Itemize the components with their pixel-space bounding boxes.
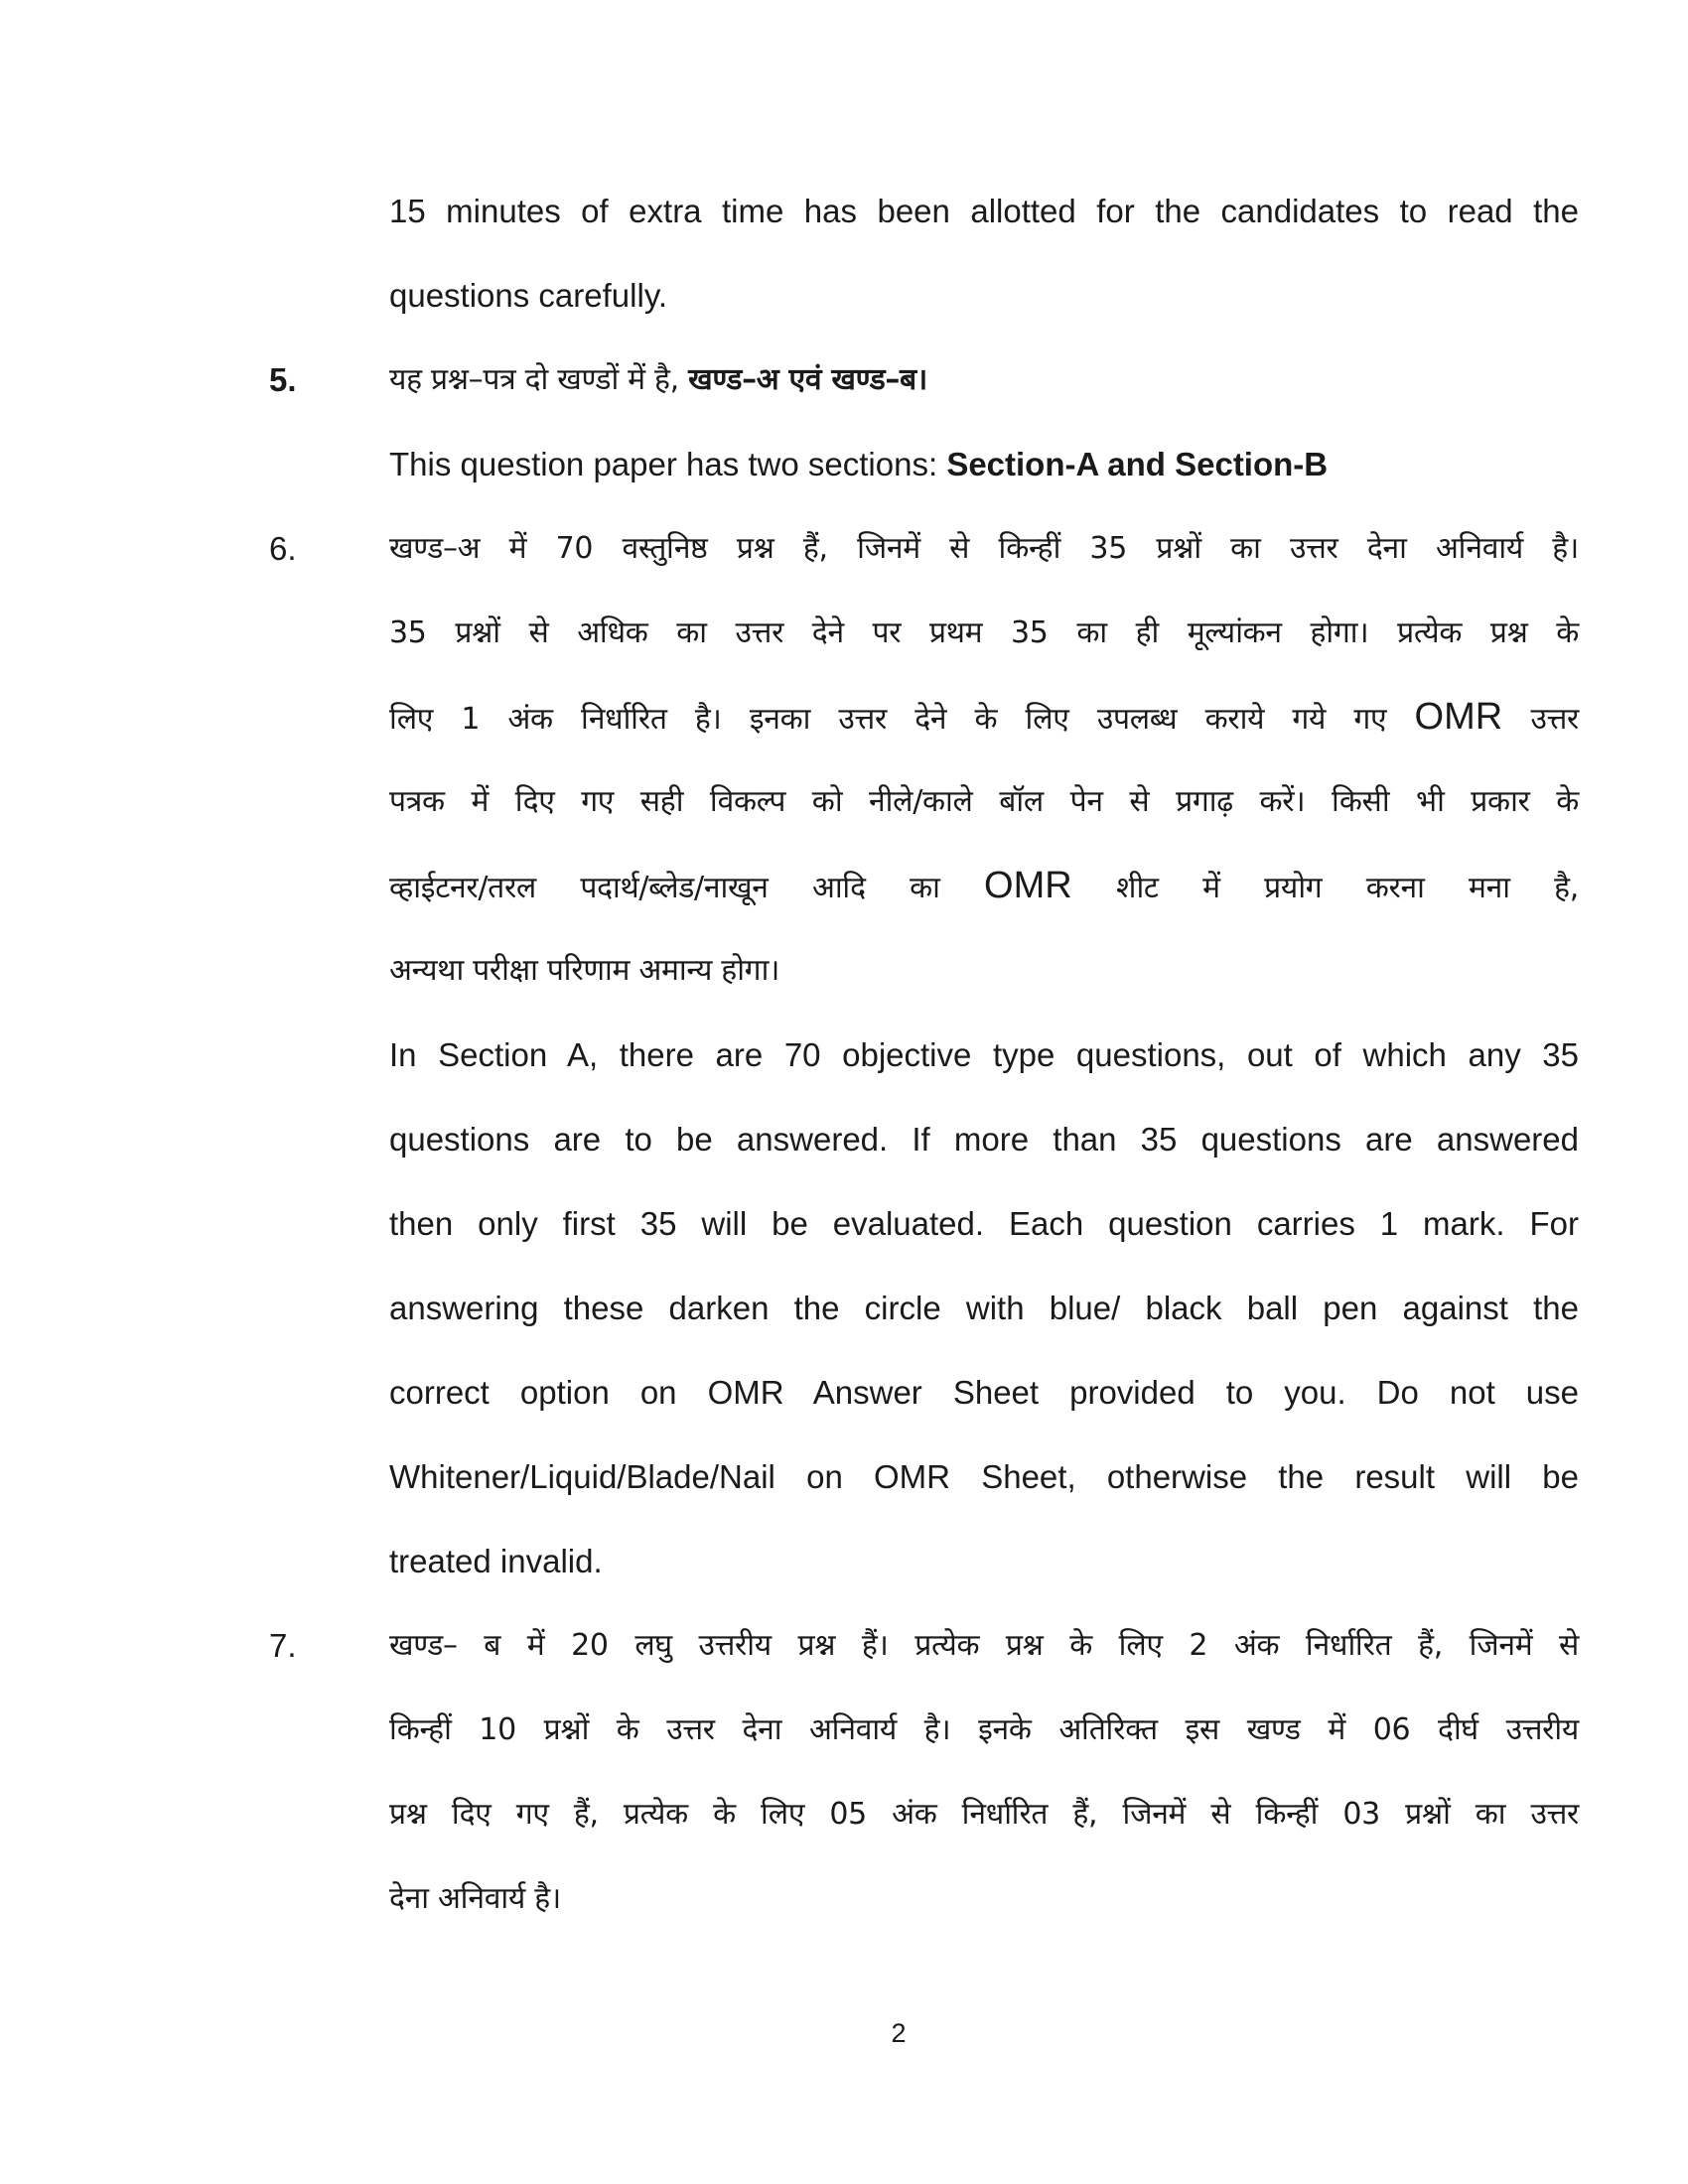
item6-number: 6. [269, 530, 297, 567]
item5-hindi-line [269, 338, 1579, 422]
item6-english-line-4-text: answering these darken the circle with blue/ black ball pen against the [389, 1290, 1579, 1326]
omr-text: OMR [984, 865, 1072, 906]
intro-line-2 [389, 253, 1579, 338]
item6-hindi-line-5-post: शीट में प्रयोग करना मना है, [1071, 871, 1579, 905]
intro-line-1-text: 15 minutes of extra time has been allotted for the candidates to read the [389, 193, 1579, 229]
item6-hindi-line-3-post: उत्तर [1502, 702, 1579, 737]
item5-number: 5. [269, 361, 297, 398]
item6-hindi-line-5 [389, 844, 1579, 928]
item7-number: 7. [269, 1627, 297, 1664]
item5-hindi-normal: यह प्रश्न–पत्र दो खण्डों में है, [389, 362, 689, 397]
item5-english-line [389, 422, 1579, 506]
item6-hindi-line-4 [389, 759, 1579, 844]
item7-hindi-line-4-text: देना अनिवार्य है। [389, 1881, 561, 1916]
item7-hindi-line-3 [389, 1772, 1579, 1856]
item7-hindi-line-4 [389, 1856, 1579, 1941]
item6-english-line-2-text: questions are to be answered. If more than 35 questions are answered [389, 1121, 1579, 1158]
item6-english-line-6-text: Whitener/Liquid/Blade/Nail on OMR Sheet, otherwise the result will be [389, 1458, 1579, 1495]
item6-english-line-2 [389, 1097, 1579, 1181]
instructions-text-block [269, 169, 1579, 1941]
item6-hindi-line-5-pre: व्हाईटनर/तरल पदार्थ/ब्लेड/नाखून आदि का [389, 871, 985, 905]
page-number: 2 [891, 2018, 907, 2048]
item6-hindi-line-2-text: 35 प्रश्नों से अधिक का उत्तर देने पर प्रथम 35 का ही मूल्यांकन होगा। प्रत्येक प्रश्न के [389, 615, 1579, 650]
item5-hindi-bold: खण्ड–अ एवं खण्ड–ब। [688, 362, 927, 397]
item7-hindi-line-1-text: खण्ड– ब में 20 लघु उत्तरीय प्रश्न हैं। प्रत्येक प्रश्न के लिए 2 अंक निर्धारित हैं, जिनमें से [389, 1628, 1579, 1663]
instruction-item-6-english [389, 1013, 1579, 1603]
instruction-item-6-hindi [269, 506, 1579, 1013]
item6-english-line-7-text: treated invalid. [389, 1543, 603, 1579]
item6-english-line-5 [389, 1350, 1579, 1434]
instruction-item-7 [269, 1603, 1579, 1941]
item6-hindi-line-3 [389, 675, 1579, 759]
omr-text: OMR [1414, 696, 1503, 738]
item6-hindi-line-1-text: खण्ड–अ में 70 वस्तुनिष्ठ प्रश्न हैं, जिनमें से किन्हीं 35 प्रश्नों का उत्तर देना अनिवार्य है। [389, 531, 1579, 566]
item6-hindi-line-2 [389, 591, 1579, 675]
intro-line-2-text: questions carefully. [389, 277, 668, 314]
item7-hindi-line-3-text: प्रश्न दिए गए हैं, प्रत्येक के लिए 05 अंक निर्धारित हैं, जिनमें से किन्हीं 03 प्रश्नों का उत्तर [389, 1797, 1579, 1832]
item6-english-line-7 [389, 1519, 1579, 1603]
item6-english-line-1-text: In Section A, there are 70 objective type questions, out of which any 35 [389, 1036, 1579, 1073]
item6-english-line-1 [389, 1013, 1579, 1097]
item7-hindi-line-1 [269, 1603, 1579, 1688]
item6-hindi-line-6-text: अन्यथा परीक्षा परिणाम अमान्य होगा। [389, 953, 780, 988]
item6-english-line-4 [389, 1266, 1579, 1350]
item6-hindi-line-6 [389, 928, 1579, 1013]
item6-english-line-3 [389, 1181, 1579, 1266]
intro-line-1 [389, 169, 1579, 253]
item7-hindi-line-2 [389, 1688, 1579, 1772]
item6-hindi-line-4-text: पत्रक में दिए गए सही विकल्प को नीले/काले बॉल पेन से प्रगाढ़ करें। किसी भी प्रकार के [389, 784, 1579, 819]
item6-english-line-3-text: then only first 35 will be evaluated. Each question carries 1 mark. For [389, 1205, 1579, 1242]
intro-paragraph [389, 169, 1579, 338]
item7-hindi-line-2-text: किन्हीं 10 प्रश्नों के उत्तर देना अनिवार्य है। इनके अतिरिक्त इस खण्ड में 06 दीर्घ उत्तरीय [389, 1712, 1579, 1747]
instruction-item-5 [269, 338, 1579, 506]
item6-english-line-5-text: correct option on OMR Answer Sheet provided to you. Do not use [389, 1374, 1579, 1411]
item5-english-bold: Section-A and Section-B [946, 446, 1329, 482]
item6-hindi-line-3-pre: लिए 1 अंक निर्धारित है। इनका उत्तर देने के लिए उपलब्ध कराये गये गए [389, 702, 1415, 737]
item6-english-line-6 [389, 1434, 1579, 1519]
item5-english-normal: This question paper has two sections: [389, 446, 947, 482]
item6-hindi-line-1 [269, 506, 1579, 591]
